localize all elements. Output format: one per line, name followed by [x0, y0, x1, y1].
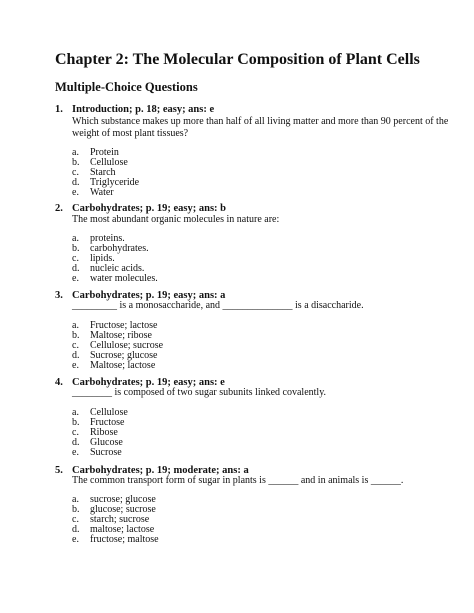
question-header: Carbohydrates; p. 19; easy; ans: b [72, 203, 227, 214]
option-text: Protein [90, 147, 119, 158]
option-letter: c. [72, 167, 79, 178]
option-text: Ribose [90, 427, 118, 438]
option-letter: d. [72, 177, 80, 188]
option-text: Cellulose [90, 157, 128, 168]
option-letter: b. [72, 504, 80, 515]
page-title: Chapter 2: The Molecular Composition of Plant Cells [55, 51, 420, 68]
option-letter: e. [72, 187, 79, 198]
option-text: Cellulose [90, 407, 128, 418]
option-text: Maltose; lactose [90, 360, 156, 371]
option-text: fructose; maltose [90, 534, 159, 545]
question-number: 2. [55, 203, 63, 214]
option-letter: a. [72, 147, 79, 158]
option-letter: d. [72, 350, 80, 361]
question-text-line: Which substance makes up more than half of all living matter and more than 90 percent of the [72, 116, 449, 127]
question-text-line: weight of most plant tissues? [72, 128, 189, 139]
option-letter: d. [72, 263, 80, 274]
option-letter: b. [72, 243, 80, 254]
section-title: Multiple-Choice Questions [55, 80, 198, 94]
option-letter: e. [72, 360, 79, 371]
option-text: Water [90, 187, 114, 198]
option-text: Maltose; ribose [90, 330, 152, 341]
option-letter: c. [72, 514, 79, 525]
option-letter: b. [72, 330, 80, 341]
option-letter: a. [72, 494, 79, 505]
option-letter: e. [72, 273, 79, 284]
option-text: carbohydrates. [90, 243, 149, 254]
option-text: Glucose [90, 437, 123, 448]
question-number: 3. [55, 290, 63, 301]
option-text: Sucrose; glucose [90, 350, 158, 361]
option-text: nucleic acids. [90, 263, 145, 274]
option-letter: c. [72, 340, 79, 351]
option-text: starch; sucrose [90, 514, 150, 525]
question-text-line: The common transport form of sugar in plants is ______ and in animals is ______. [72, 475, 404, 486]
option-letter: c. [72, 427, 79, 438]
option-text: proteins. [90, 233, 125, 244]
option-letter: e. [72, 447, 79, 458]
option-letter: a. [72, 320, 79, 331]
question-text-line: The most abundant organic molecules in nature are: [72, 214, 280, 225]
option-letter: c. [72, 253, 79, 264]
question-header: Carbohydrates; p. 19; easy; ans: a [72, 290, 226, 301]
option-text: Fructose [90, 417, 125, 428]
question-text-line: ________ is composed of two sugar subunits linked covalently. [72, 387, 327, 398]
option-text: Fructose; lactose [90, 320, 158, 331]
option-letter: b. [72, 417, 80, 428]
question-number: 4. [55, 377, 63, 388]
question-header: Carbohydrates; p. 19; easy; ans: e [72, 377, 225, 388]
option-text: sucrose; glucose [90, 494, 156, 505]
option-text: Cellulose; sucrose [90, 340, 164, 351]
question-text-line: _________ is a monosaccharide, and ______________ is a disaccharide. [72, 300, 364, 311]
option-text: glucose; sucrose [90, 504, 156, 515]
option-letter: a. [72, 407, 79, 418]
option-text: Sucrose [90, 447, 122, 458]
question-number: 1. [55, 104, 63, 115]
option-text: Triglyceride [90, 177, 140, 188]
option-letter: a. [72, 233, 79, 244]
option-letter: e. [72, 534, 79, 545]
option-text: lipids. [90, 253, 115, 264]
option-text: maltose; lactose [90, 524, 155, 535]
question-number: 5. [55, 465, 63, 476]
question-header: Carbohydrates; p. 19; moderate; ans: a [72, 465, 249, 476]
option-text: water molecules. [90, 273, 158, 284]
option-letter: d. [72, 437, 80, 448]
question-header: Introduction; p. 18; easy; ans: e [72, 104, 215, 115]
option-text: Starch [90, 167, 116, 178]
option-letter: b. [72, 157, 80, 168]
option-letter: d. [72, 524, 80, 535]
